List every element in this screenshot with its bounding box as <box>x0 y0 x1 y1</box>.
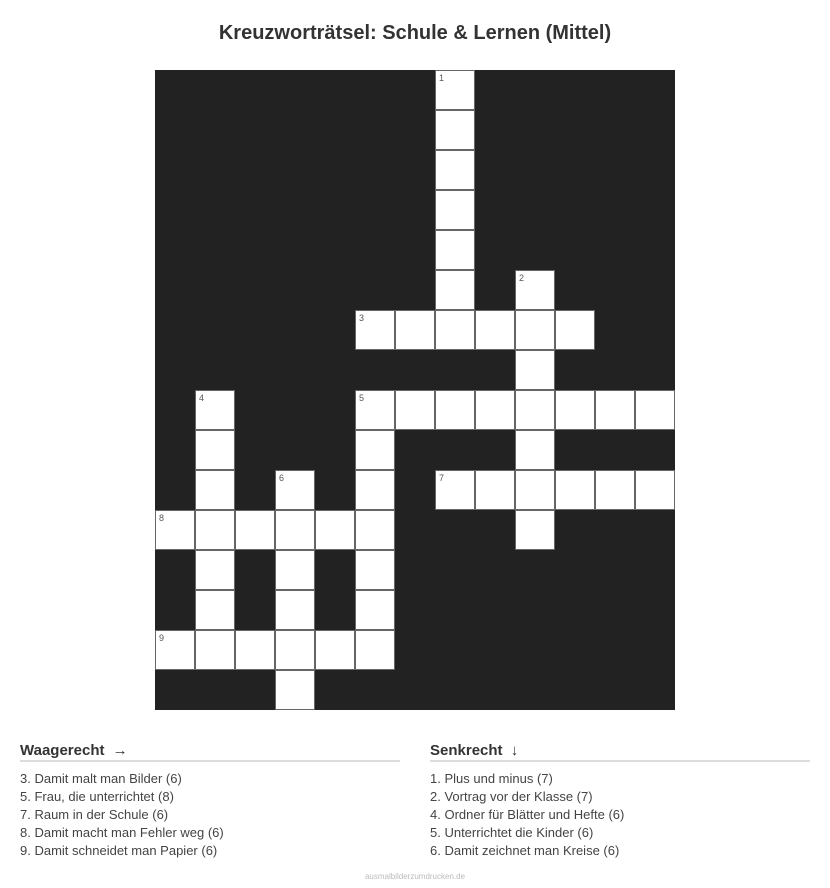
crossword-cell[interactable] <box>435 150 475 190</box>
crossword-cell[interactable] <box>435 110 475 150</box>
crossword-cell[interactable] <box>275 630 315 670</box>
crossword-cell[interactable] <box>435 470 475 510</box>
clue-number: 3 <box>359 313 365 323</box>
crossword-cell[interactable] <box>515 270 555 310</box>
across-clue: 8. Damit macht man Fehler weg (6) <box>20 825 224 840</box>
across-clue: 9. Damit schneidet man Papier (6) <box>20 843 218 858</box>
crossword-cell[interactable] <box>355 390 395 430</box>
crossword-cell[interactable] <box>355 590 395 630</box>
crossword-cell[interactable] <box>435 230 475 270</box>
crossword-cell[interactable] <box>355 430 395 470</box>
down-clue: 5. Unterrichtet die Kinder (6) <box>430 825 594 840</box>
crossword-cell[interactable] <box>395 390 435 430</box>
down-heading <box>430 742 810 762</box>
crossword-cell[interactable] <box>435 270 475 310</box>
crossword-cell[interactable] <box>315 630 355 670</box>
crossword-cell[interactable] <box>155 630 195 670</box>
crossword-cell[interactable] <box>515 430 555 470</box>
crossword-cell[interactable] <box>275 550 315 590</box>
down-arrow-icon: ↓ <box>510 742 519 759</box>
crossword-cell[interactable] <box>195 550 235 590</box>
clue-number: 5 <box>359 393 365 403</box>
down-clue-list <box>430 770 810 860</box>
crossword-cell[interactable] <box>195 590 235 630</box>
crossword-cell[interactable] <box>235 510 275 550</box>
across-clue: 3. Damit malt man Bilder (6) <box>20 771 182 786</box>
down-clue: 2. Vortrag vor der Klasse (7) <box>430 789 593 804</box>
crossword-cell[interactable] <box>315 510 355 550</box>
crossword-cell[interactable] <box>635 470 675 510</box>
crossword-cell[interactable] <box>435 190 475 230</box>
crossword-cell[interactable] <box>355 310 395 350</box>
down-clues-section <box>430 742 810 860</box>
crossword-cell[interactable] <box>555 310 595 350</box>
crossword-cell[interactable] <box>235 630 275 670</box>
down-clue: 4. Ordner für Blätter und Hefte (6) <box>430 807 625 822</box>
across-clue-list <box>20 770 400 860</box>
down-clue: 1. Plus und minus (7) <box>430 771 553 786</box>
crossword-cell[interactable] <box>435 390 475 430</box>
across-clue: 5. Frau, die unterrichtet (8) <box>20 789 174 804</box>
crossword-cell[interactable] <box>515 510 555 550</box>
crossword-cell[interactable] <box>595 470 635 510</box>
clue-number: 4 <box>199 393 205 403</box>
crossword-cell[interactable] <box>515 350 555 390</box>
crossword-cell[interactable] <box>275 590 315 630</box>
crossword-cell[interactable] <box>475 310 515 350</box>
crossword-cell[interactable] <box>275 470 315 510</box>
crossword-cell[interactable] <box>155 510 195 550</box>
down-heading-label: Senkrecht <box>430 742 503 759</box>
across-clues-section <box>20 742 400 860</box>
clue-number: 8 <box>159 513 165 523</box>
clue-number: 7 <box>439 473 445 483</box>
crossword-cell[interactable] <box>475 390 515 430</box>
crossword-cell[interactable] <box>275 510 315 550</box>
crossword-cell[interactable] <box>355 630 395 670</box>
crossword-cell[interactable] <box>355 510 395 550</box>
crossword-cell[interactable] <box>515 390 555 430</box>
crossword-cell[interactable] <box>595 390 635 430</box>
across-heading-label: Waagerecht <box>20 742 105 759</box>
crossword-cell[interactable] <box>395 310 435 350</box>
footer-watermark: ausmalbilderzumdrucken.de <box>364 872 466 881</box>
down-clue: 6. Damit zeichnet man Kreise (6) <box>430 843 620 858</box>
crossword-cell[interactable] <box>435 310 475 350</box>
crossword-cell[interactable] <box>515 470 555 510</box>
clue-number: 2 <box>519 273 525 283</box>
crossword-cell[interactable] <box>435 70 475 110</box>
crossword-cell[interactable] <box>195 470 235 510</box>
right-arrow-icon: → <box>112 742 128 759</box>
clue-number: 1 <box>439 73 445 83</box>
crossword-cell[interactable] <box>515 310 555 350</box>
crossword-cell[interactable] <box>355 470 395 510</box>
crossword-cell[interactable] <box>555 390 595 430</box>
crossword-cell[interactable] <box>195 390 235 430</box>
page-title: Kreuzworträtsel: Schule & Lernen (Mittel) <box>218 22 612 44</box>
crossword-cell[interactable] <box>195 510 235 550</box>
across-clue: 7. Raum in der Schule (6) <box>20 807 169 822</box>
crossword-cell[interactable] <box>475 470 515 510</box>
clue-number: 6 <box>279 473 285 483</box>
clue-number: 9 <box>159 633 165 643</box>
across-heading <box>20 742 400 762</box>
crossword-cell[interactable] <box>355 550 395 590</box>
crossword-cell[interactable] <box>275 670 315 710</box>
crossword-grid <box>155 70 675 710</box>
crossword-cell[interactable] <box>555 470 595 510</box>
crossword-cell[interactable] <box>195 430 235 470</box>
crossword-cell[interactable] <box>195 630 235 670</box>
crossword-cell[interactable] <box>635 390 675 430</box>
